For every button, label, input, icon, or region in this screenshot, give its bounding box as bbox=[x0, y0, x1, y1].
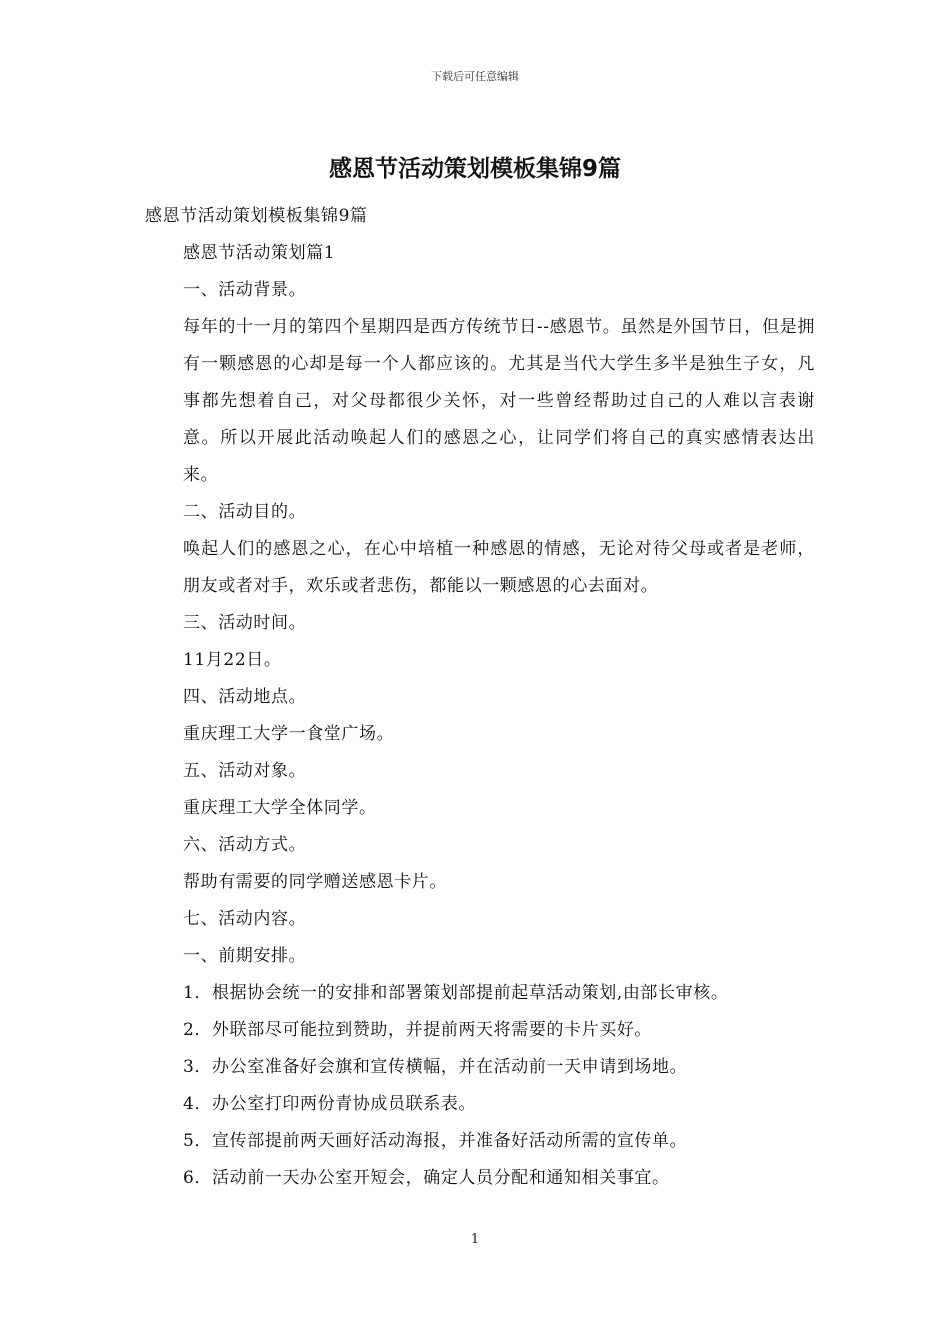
paragraph-time: 11月22日。 bbox=[183, 650, 282, 670]
list-item: 6．活动前一天办公室开短会，确定人员分配和通知相关事宜。 bbox=[183, 1168, 670, 1188]
paragraph-background: 每年的十一月的第四个星期四是西方传统节日--感恩节。虽然是外国节日，但是拥有一颗感恩的心却是每一个人都应该的。尤其是当代大学生多半是独生子女，凡事都先想着自己，对父母都很少关怀，对一些曾经帮助过自己的人难以言表谢意。所以开展此活动唤起人们的感恩之心，让同学们将自己的真实感情表达出来。 bbox=[183, 317, 815, 485]
paragraph-section-heading: 感恩节活动策划篇1 bbox=[183, 243, 336, 263]
paragraph-audience: 重庆理工大学全体同学。 bbox=[183, 798, 377, 818]
list-item: 4．办公室打印两份青协成员联系表。 bbox=[183, 1094, 477, 1114]
paragraph-heading-location: 四、活动地点。 bbox=[183, 687, 307, 707]
header-note: 下载后可任意编辑 bbox=[431, 70, 519, 83]
paragraph-subtitle: 感恩节活动策划模板集锦9篇 bbox=[145, 206, 368, 226]
list-item: 5．宣传部提前两天画好活动海报，并准备好活动所需的宣传单。 bbox=[183, 1131, 688, 1151]
paragraph-heading-preparation: 一、前期安排。 bbox=[183, 946, 307, 966]
list-item: 3．办公室准备好会旗和宣传横幅，并在活动前一天申请到场地。 bbox=[183, 1057, 688, 1077]
paragraph-location: 重庆理工大学一食堂广场。 bbox=[183, 724, 395, 744]
paragraph-heading-content: 七、活动内容。 bbox=[183, 909, 307, 929]
document-body bbox=[145, 198, 815, 1197]
paragraph-heading-purpose: 二、活动目的。 bbox=[183, 502, 307, 522]
page-number: 1 bbox=[470, 1232, 480, 1247]
paragraph-purpose: 唤起人们的感恩之心，在心中培植一种感恩的情感，无论对待父母或者是老师，朋友或者对手，欢乐或者悲伤，都能以一颗感恩的心去面对。 bbox=[183, 539, 815, 596]
list-item: 1．根据协会统一的安排和部署策划部提前起草活动策划,由部长审核。 bbox=[183, 983, 729, 1003]
document-title: 感恩节活动策划模板集锦9篇 bbox=[328, 156, 621, 182]
paragraph-heading-time: 三、活动时间。 bbox=[183, 613, 307, 633]
paragraph-heading-background: 一、活动背景。 bbox=[183, 280, 307, 300]
paragraph-heading-audience: 五、活动对象。 bbox=[183, 761, 307, 781]
paragraph-heading-method: 六、活动方式。 bbox=[183, 835, 307, 855]
paragraph-method: 帮助有需要的同学赠送感恩卡片。 bbox=[183, 872, 447, 892]
list-item: 2．外联部尽可能拉到赞助，并提前两天将需要的卡片买好。 bbox=[183, 1020, 653, 1040]
